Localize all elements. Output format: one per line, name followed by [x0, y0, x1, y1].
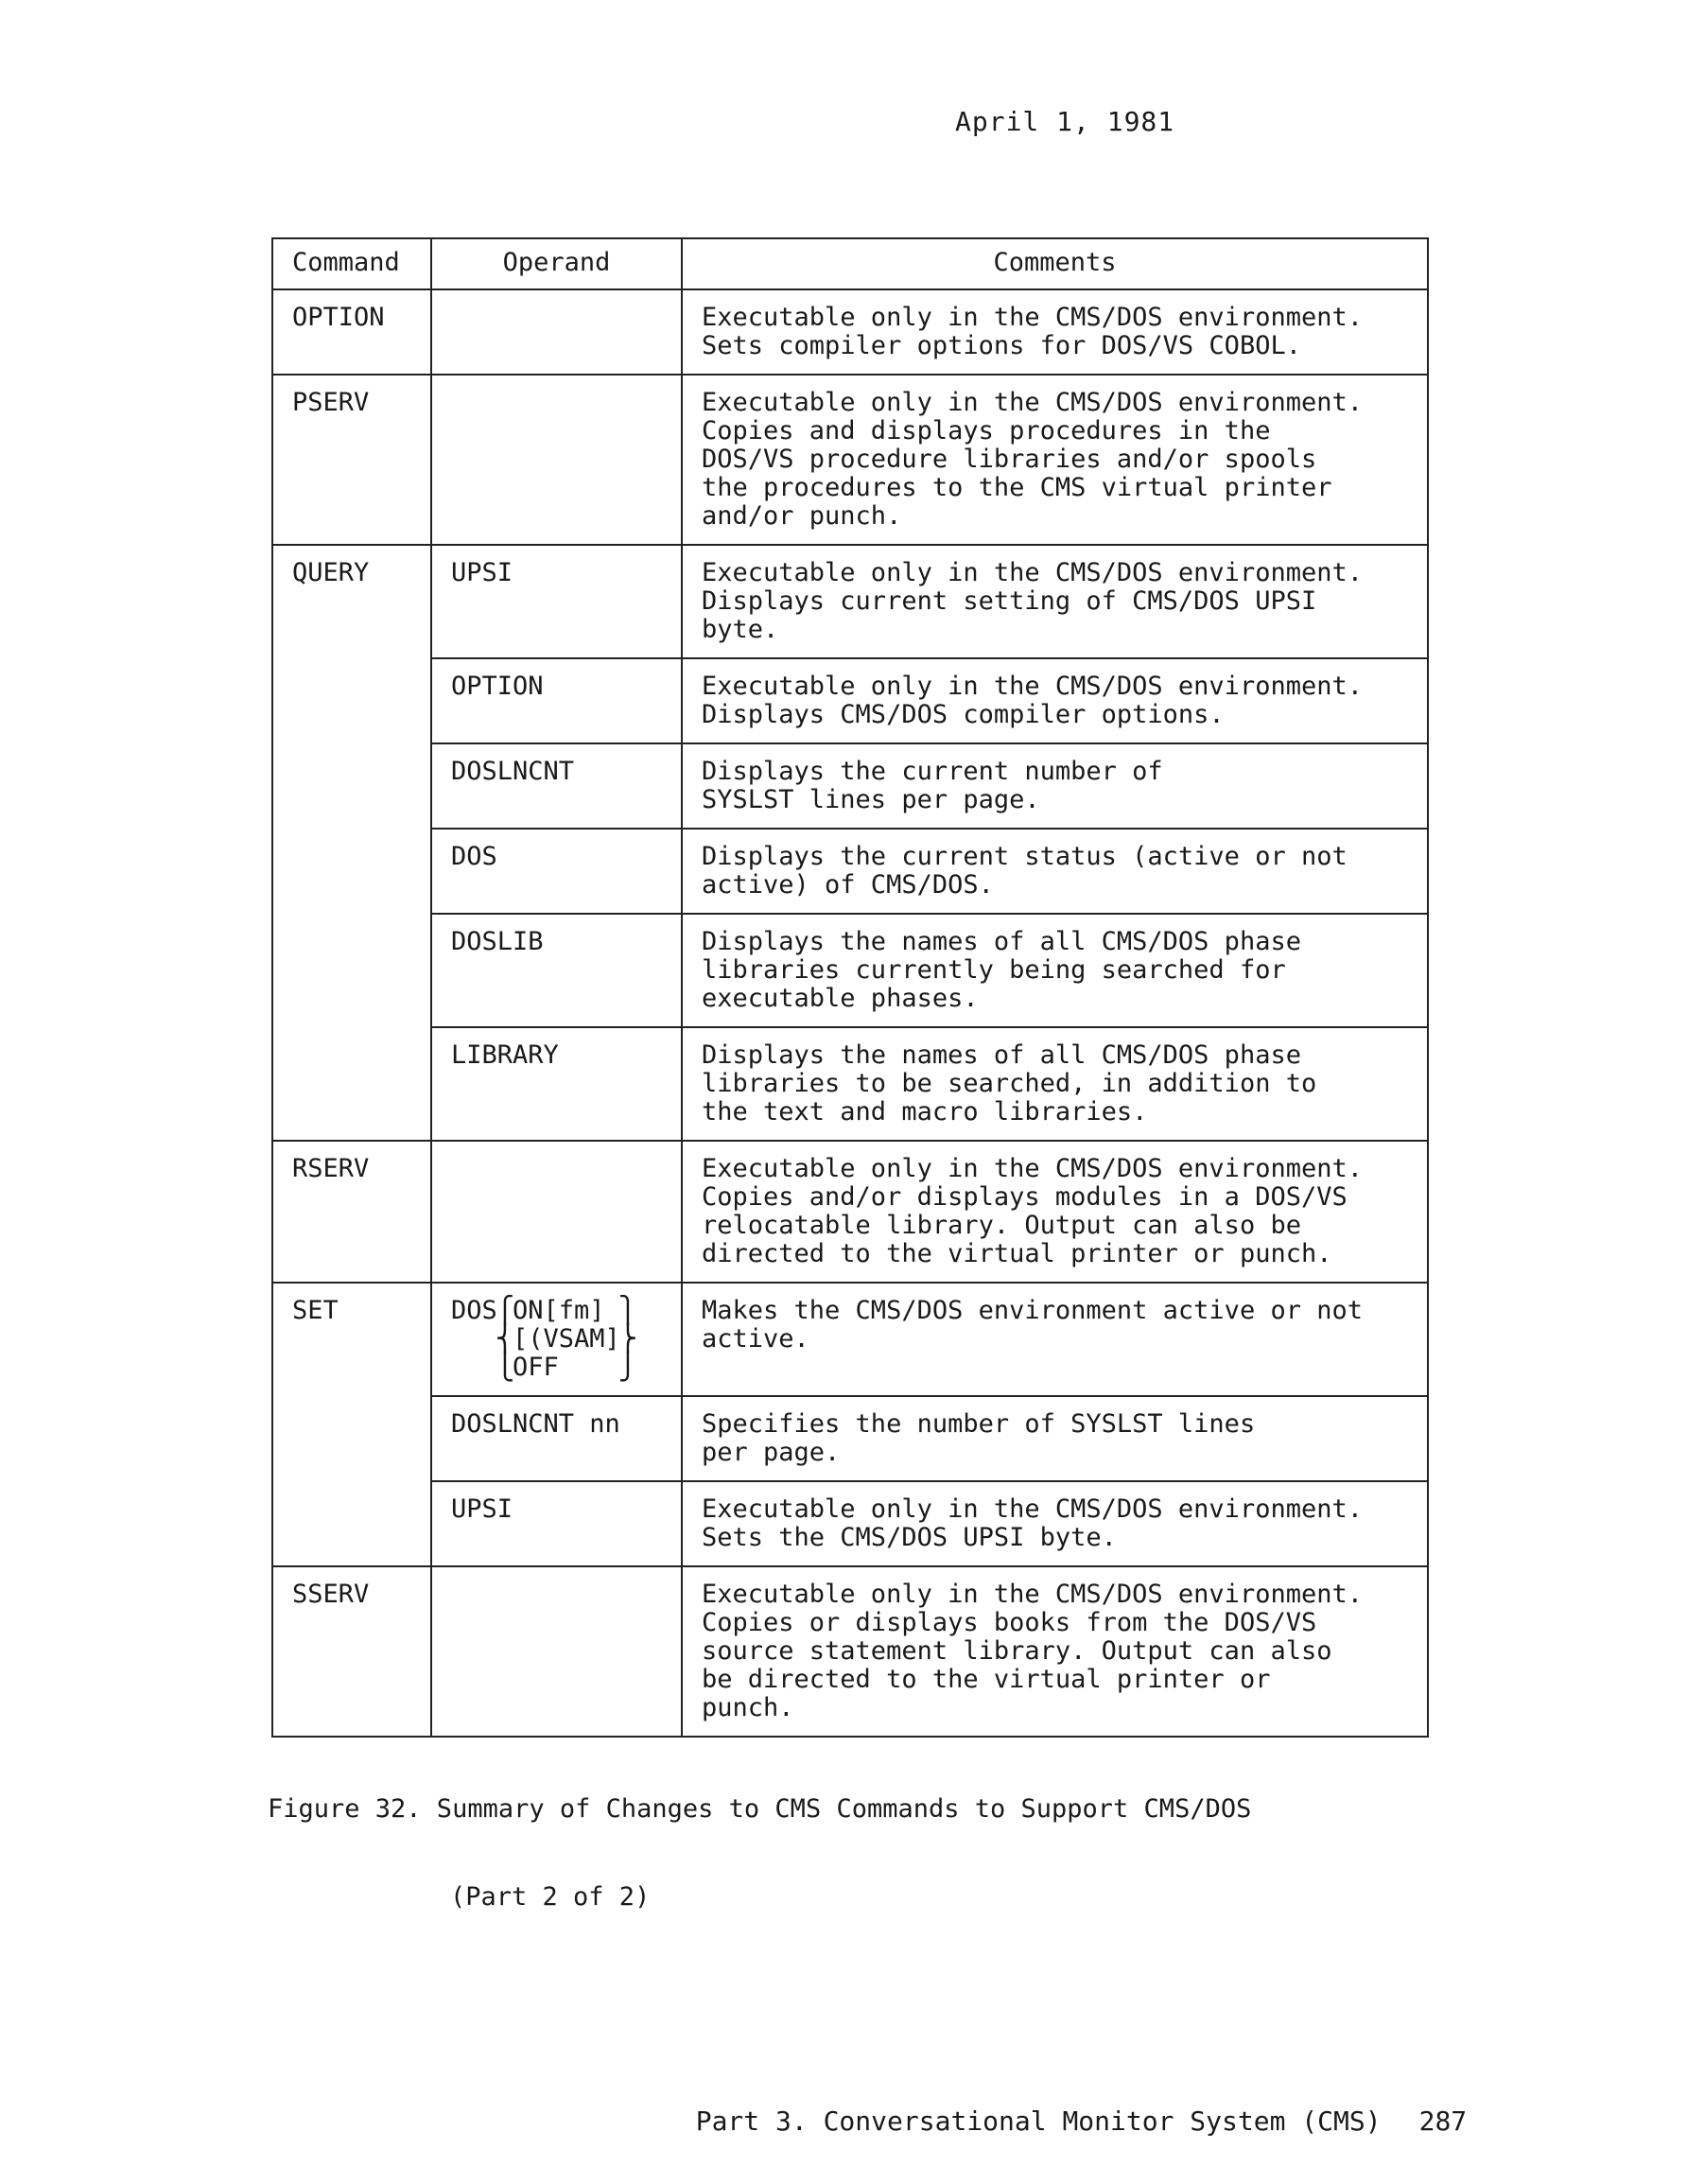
operand-cell: DOS	[431, 829, 682, 914]
operand-cell	[431, 1566, 682, 1737]
operand-cell: UPSI	[431, 545, 682, 658]
footer-text: Part 3. Conversational Monitor System (CMS)	[695, 2105, 1382, 2137]
command-cell: RSERV	[272, 1141, 431, 1283]
command-cell: PSERV	[272, 375, 431, 545]
operand-cell: UPSI	[431, 1481, 682, 1566]
command-cell: SSERV	[272, 1566, 431, 1737]
comments-cell: Executable only in the CMS/DOS environment. Sets compiler options for DOS/VS COBOL.	[682, 289, 1428, 375]
comments-cell: Executable only in the CMS/DOS environment. Sets the CMS/DOS UPSI byte.	[682, 1481, 1428, 1566]
command-cell: QUERY	[272, 545, 431, 1141]
page-date: April 1, 1981	[955, 106, 1175, 137]
header-comments: Comments	[682, 238, 1428, 289]
table-row	[272, 1396, 1428, 1481]
comments-cell: Displays the current number of SYSLST lines per page.	[682, 743, 1428, 829]
page-number: 287	[1418, 2105, 1468, 2137]
table-row	[272, 1141, 1428, 1283]
table-row	[272, 1283, 1428, 1396]
commands-table	[271, 237, 1429, 1738]
operand-cell	[431, 1141, 682, 1283]
comments-cell: Makes the CMS/DOS environment active or not active.	[682, 1283, 1428, 1396]
caption-line-2: (Part 2 of 2)	[450, 1882, 651, 1912]
command-cell: SET	[272, 1283, 431, 1566]
operand-cell: DOSLNCNT nn	[431, 1396, 682, 1481]
comments-cell: Executable only in the CMS/DOS environment. Displays CMS/DOS compiler options.	[682, 658, 1428, 743]
operand-cell	[431, 289, 682, 375]
comments-cell: Displays the current status (active or not active) of CMS/DOS.	[682, 829, 1428, 914]
header-command: Command	[272, 238, 431, 289]
comments-cell: Executable only in the CMS/DOS environment. Copies and displays procedures in the DOS/VS procedure libraries and/or spools the procedures to the CMS virtual printer and/or punch.	[682, 375, 1428, 545]
table-body	[272, 289, 1428, 1737]
comments-cell: Specifies the number of SYSLST lines per page.	[682, 1396, 1428, 1481]
table-row	[272, 289, 1428, 375]
operand-cell: DOSLIB	[431, 914, 682, 1027]
operand-cell	[431, 375, 682, 545]
header-operand: Operand	[431, 238, 682, 289]
comments-cell: Executable only in the CMS/DOS environment. Copies or displays books from the DOS/VS source statement library. Output can also be directed to the virtual printer or punch.	[682, 1566, 1428, 1737]
operand-cell: LIBRARY	[431, 1027, 682, 1141]
table-row	[272, 914, 1428, 1027]
comments-cell: Executable only in the CMS/DOS environment. Displays current setting of CMS/DOS UPSI byte.	[682, 545, 1428, 658]
caption-line-1: Figure 32. Summary of Changes to CMS Commands to Support CMS/DOS	[268, 1794, 1252, 1824]
comments-cell: Displays the names of all CMS/DOS phase libraries currently being searched for executable phases.	[682, 914, 1428, 1027]
table-header-row	[272, 238, 1428, 289]
table-row	[272, 658, 1428, 743]
table-row	[272, 1027, 1428, 1141]
page-footer	[664, 2074, 1467, 2137]
comments-cell: Displays the names of all CMS/DOS phase libraries to be searched, in addition to the text and macro libraries.	[682, 1027, 1428, 1141]
command-cell: OPTION	[272, 289, 431, 375]
table-row	[272, 545, 1428, 658]
operand-cell: OPTION	[431, 658, 682, 743]
operand-cell: DOS⎧ON[fm] ⎫ ⎨[(VSAM]⎬ ⎩OFF ⎭	[431, 1283, 682, 1396]
table-row	[272, 375, 1428, 545]
comments-cell: Executable only in the CMS/DOS environment. Copies and/or displays modules in a DOS/VS relocatable library. Output can also be directed to the virtual printer or punch.	[682, 1141, 1428, 1283]
table-row	[272, 1481, 1428, 1566]
figure-caption	[268, 1736, 1251, 1941]
table-row	[272, 743, 1428, 829]
table-row	[272, 1566, 1428, 1737]
operand-cell: DOSLNCNT	[431, 743, 682, 829]
table-row	[272, 829, 1428, 914]
